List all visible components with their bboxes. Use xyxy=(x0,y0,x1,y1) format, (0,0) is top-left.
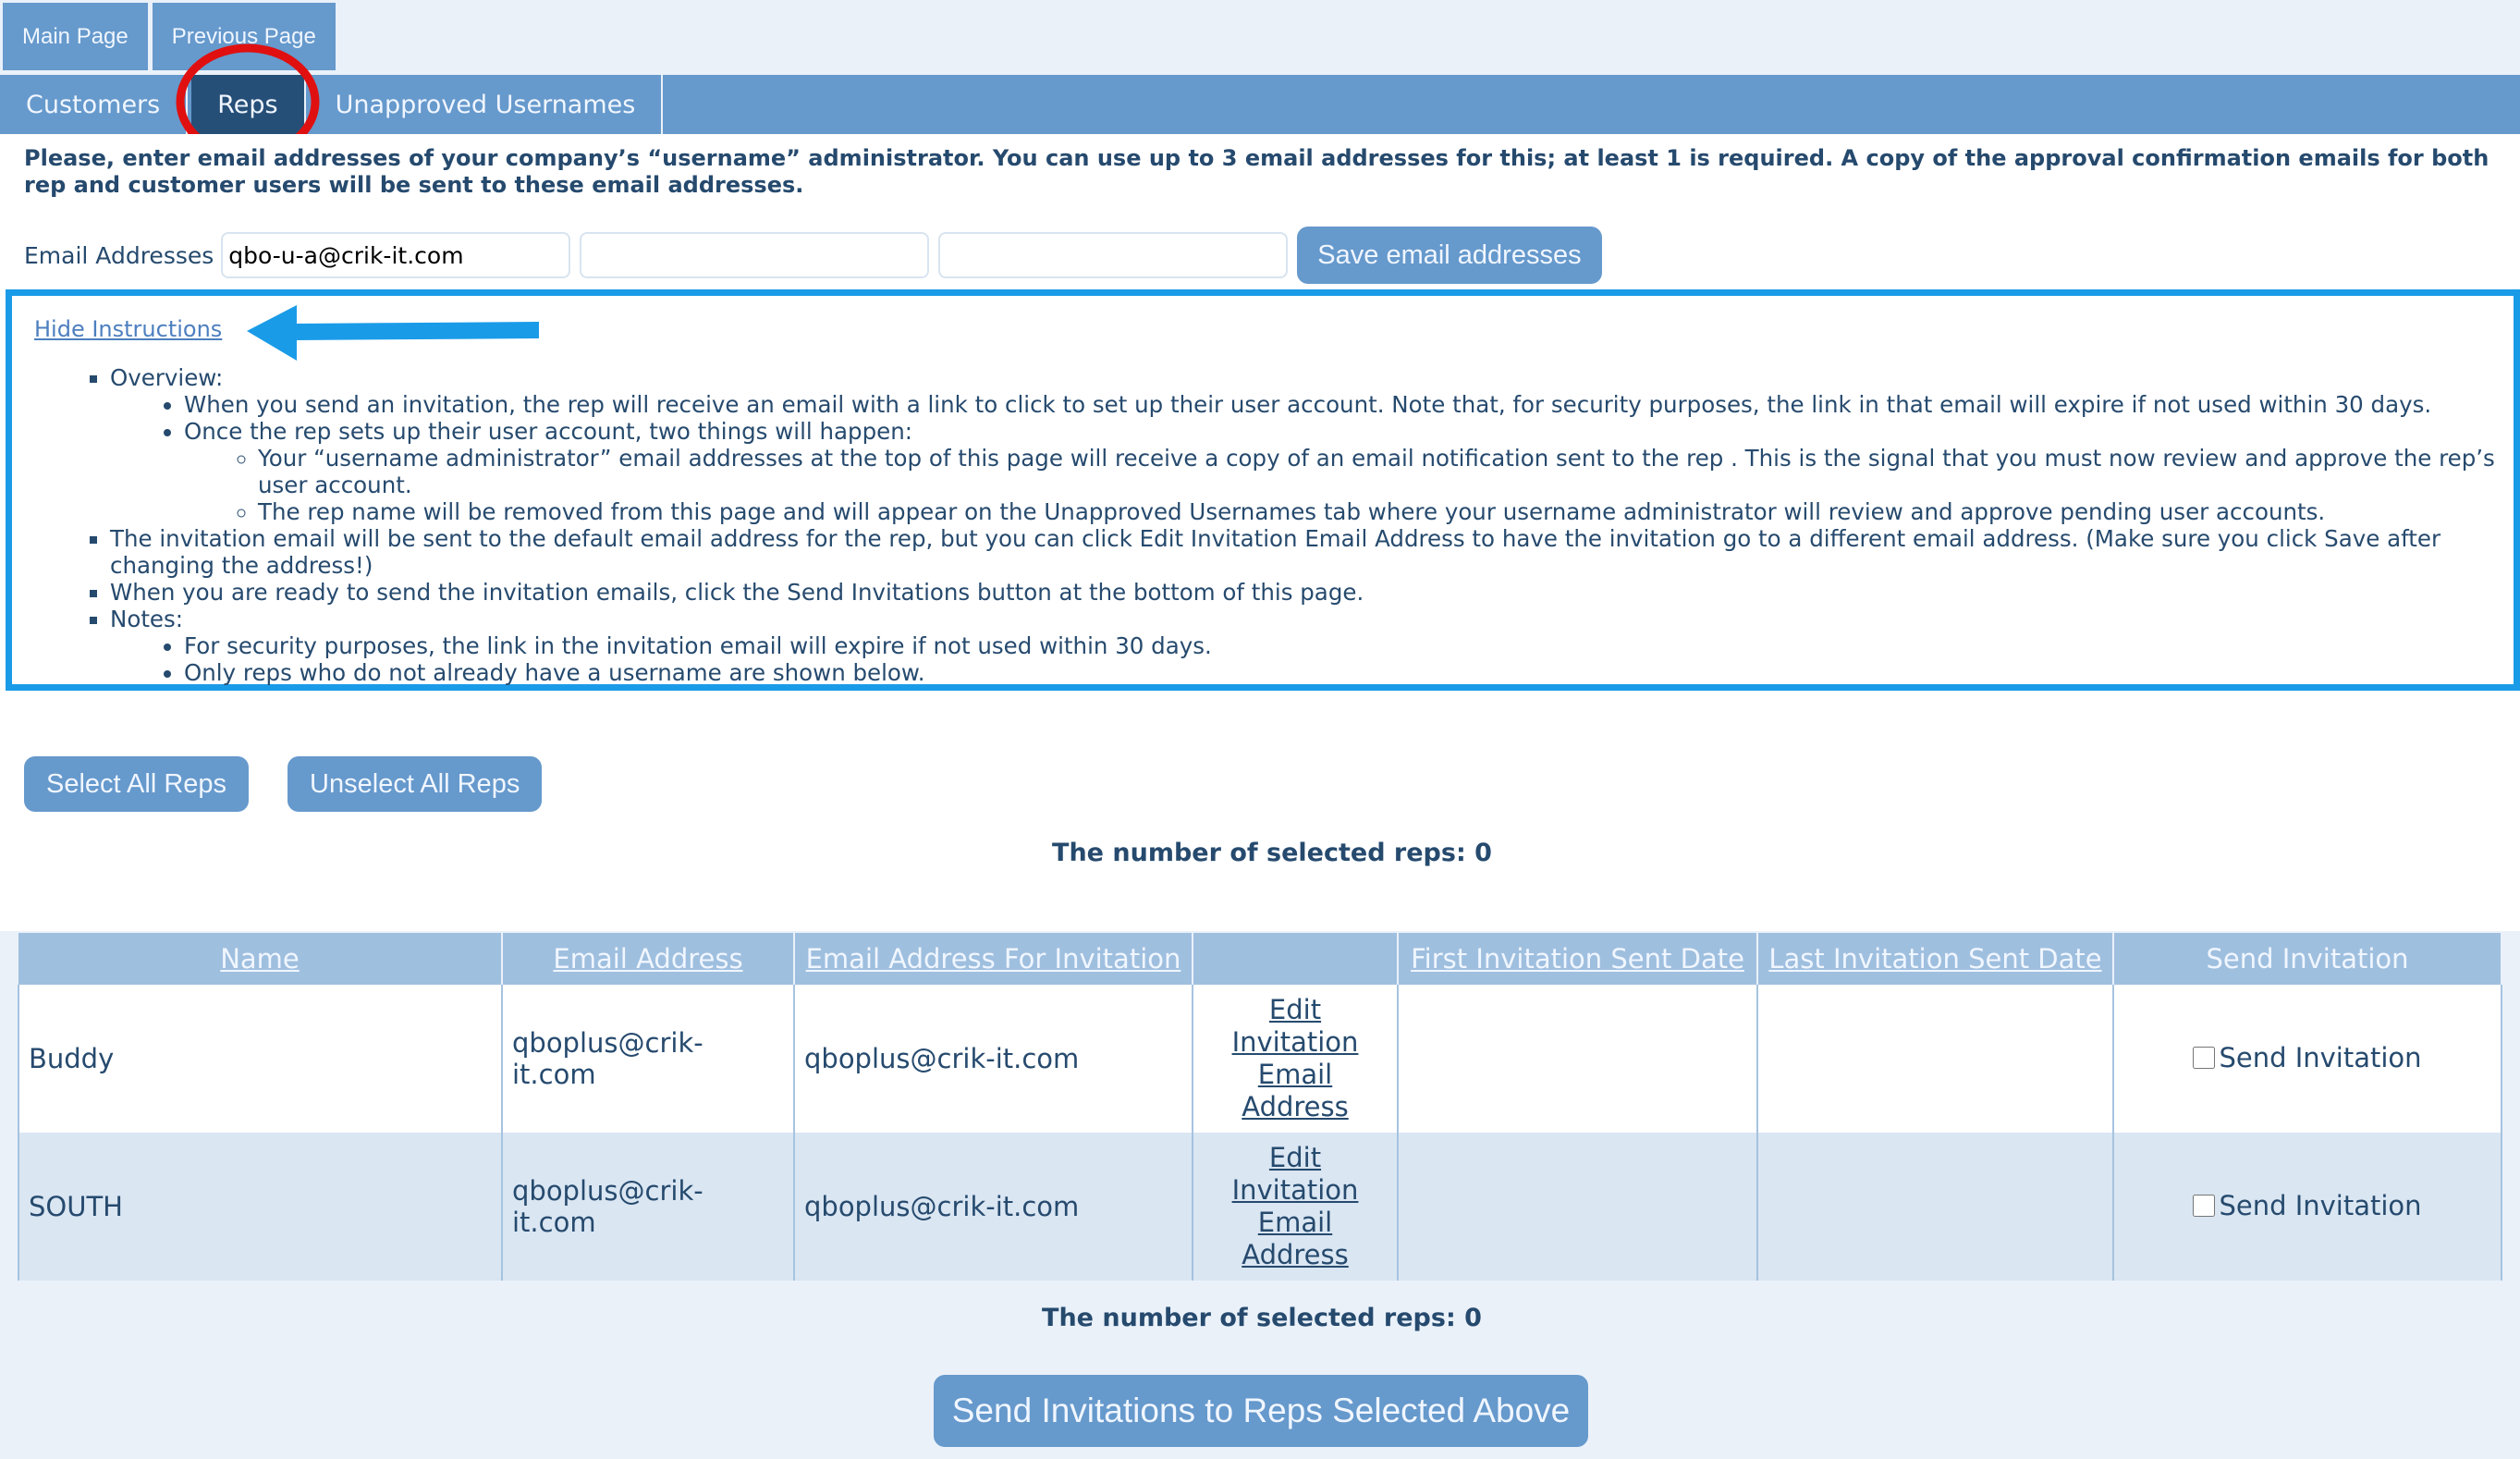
unselect-all-reps-button[interactable]: Unselect All Reps xyxy=(287,756,542,812)
first-sent-date xyxy=(1398,1133,1757,1281)
annotation-arrow-icon xyxy=(245,301,550,366)
edit-invitation-email-link[interactable]: Edit Invitation Email Address xyxy=(1193,985,1398,1133)
instruction-item: • For security purposes, the link in the invitation email will expire if not used within 30 days. xyxy=(184,632,2508,659)
selected-count-top: The number of selected reps: 0 xyxy=(1052,839,1492,867)
send-invitation-cell xyxy=(2113,985,2502,1133)
rep-invite-email: qboplus@crik-it.com xyxy=(794,1133,1193,1281)
main-page-button[interactable]: Main Page xyxy=(3,3,148,70)
send-invitation-toggle[interactable]: Send Invitation xyxy=(2193,1042,2421,1073)
selection-buttons xyxy=(24,756,542,812)
instructions-panel xyxy=(6,289,2520,691)
tab-bar xyxy=(0,75,2520,134)
tab-reps[interactable]: Reps xyxy=(191,75,305,134)
admin-email-input-2[interactable] xyxy=(580,232,929,278)
instruction-item: ▪ Overview: • When you send an invitation, the rep will receive an email with a link to click to set up their user account. Note that, for security purposes, the link in that email will expire if not used within 30 days. • Once the rep sets up their user account, two things will happen: ◦ Your “username administrator” email addresses at the top of this page will receive a copy of an email notification sent to the rep . This is the signal that you must now review and approve the rep’s user account. ◦ The rep name will be removed from this page and will appear on the Unapproved Usernames tab where your username administrator will review and approve pending user accounts. xyxy=(110,364,2508,525)
edit-invitation-email-link[interactable]: Edit Invitation Email Address xyxy=(1193,1133,1398,1281)
email-settings-row xyxy=(24,227,1602,284)
send-invitations-button[interactable]: Send Invitations to Reps Selected Above xyxy=(934,1375,1588,1447)
rep-name: SOUTH xyxy=(18,1133,502,1281)
reps-table xyxy=(18,933,2502,1281)
save-email-addresses-button[interactable]: Save email addresses xyxy=(1297,227,1601,284)
hide-instructions-link[interactable]: Hide Instructions xyxy=(34,316,223,342)
rep-email: qboplus@crik-it.com xyxy=(502,985,794,1133)
tab-customers[interactable]: Customers xyxy=(0,75,188,134)
rep-name: Buddy xyxy=(18,985,502,1133)
admin-email-input-1[interactable] xyxy=(221,232,570,278)
email-addresses-label: Email Addresses xyxy=(24,241,214,269)
select-all-reps-button[interactable]: Select All Reps xyxy=(24,756,249,812)
header-first-sent-date[interactable]: First Invitation Sent Date xyxy=(1398,933,1757,985)
instruction-item: • When you send an invitation, the rep will receive an email with a link to click to set up their user account. Note that, for security purposes, the link in that email will expire if not used within 30 days. xyxy=(184,391,2508,418)
send-invitation-toggle[interactable]: Send Invitation xyxy=(2193,1190,2421,1221)
last-sent-date xyxy=(1757,1133,2113,1281)
main-content xyxy=(0,134,2520,931)
instruction-item: • Only reps who do not already have a username are shown below. xyxy=(184,659,2508,686)
header-name[interactable]: Name xyxy=(18,933,502,985)
last-sent-date xyxy=(1757,985,2113,1133)
instruction-item: • Once the rep sets up their user account, two things will happen: ◦ Your “username administrator” email addresses at the top of this page will receive a copy of an email notification sent to the rep . This is the signal that you must now review and approve the rep’s user account. ◦ The rep name will be removed from this page and will appear on the Unapproved Usernames tab where your username administrator will review and approve pending user accounts. xyxy=(184,418,2508,525)
instructions-list xyxy=(12,364,2508,686)
first-sent-date xyxy=(1398,985,1757,1133)
selected-count-bottom: The number of selected reps: 0 xyxy=(1042,1304,1482,1332)
send-invitation-checkbox[interactable] xyxy=(2193,1195,2215,1217)
instruction-item: ▪ When you are ready to send the invitation emails, click the Send Invitations button at the bottom of this page. xyxy=(110,579,2508,606)
header-email-address[interactable]: Email Address xyxy=(502,933,794,985)
instruction-item: ◦ The rep name will be removed from this page and will appear on the Unapproved Usernames tab where your username administrator will review and approve pending user accounts. xyxy=(258,498,2508,525)
instruction-item: ◦ Your “username administrator” email addresses at the top of this page will receive a copy of an email notification sent to the rep . This is the signal that you must now review and approve the rep’s user account. xyxy=(258,445,2508,498)
header-email-for-invitation[interactable]: Email Address For Invitation xyxy=(794,933,1193,985)
admin-email-input-3[interactable] xyxy=(938,232,1288,278)
header-edit xyxy=(1193,933,1398,985)
instruction-item: ▪ Notes: • For security purposes, the link in the invitation email will expire if not used within 30 days. • Only reps who do not already have a username are shown below. xyxy=(110,606,2508,686)
table-row xyxy=(18,1133,2502,1281)
rep-invite-email: qboplus@crik-it.com xyxy=(794,985,1193,1133)
tab-unapproved-usernames[interactable]: Unapproved Usernames xyxy=(310,75,664,134)
send-invitation-checkbox[interactable] xyxy=(2193,1047,2215,1069)
header-last-sent-date[interactable]: Last Invitation Sent Date xyxy=(1757,933,2113,985)
instruction-item: ▪ The invitation email will be sent to the default email address for the rep, but you can click Edit Invitation Email Address to have the invitation go to a different email address. (Make sure you click Save after changing the address!) xyxy=(110,525,2508,579)
send-invitation-cell xyxy=(2113,1133,2502,1281)
header-send-invitation: Send Invitation xyxy=(2113,933,2502,985)
previous-page-button[interactable]: Previous Page xyxy=(153,3,336,70)
rep-email: qboplus@crik-it.com xyxy=(502,1133,794,1281)
intro-text: Please, enter email addresses of your company’s “username” administrator. You can use up to 3 email addresses for this; at least 1 is required. A copy of the approval confirmation emails for both rep and customer users will be sent to these email addresses. xyxy=(24,145,2489,198)
table-row xyxy=(18,985,2502,1133)
